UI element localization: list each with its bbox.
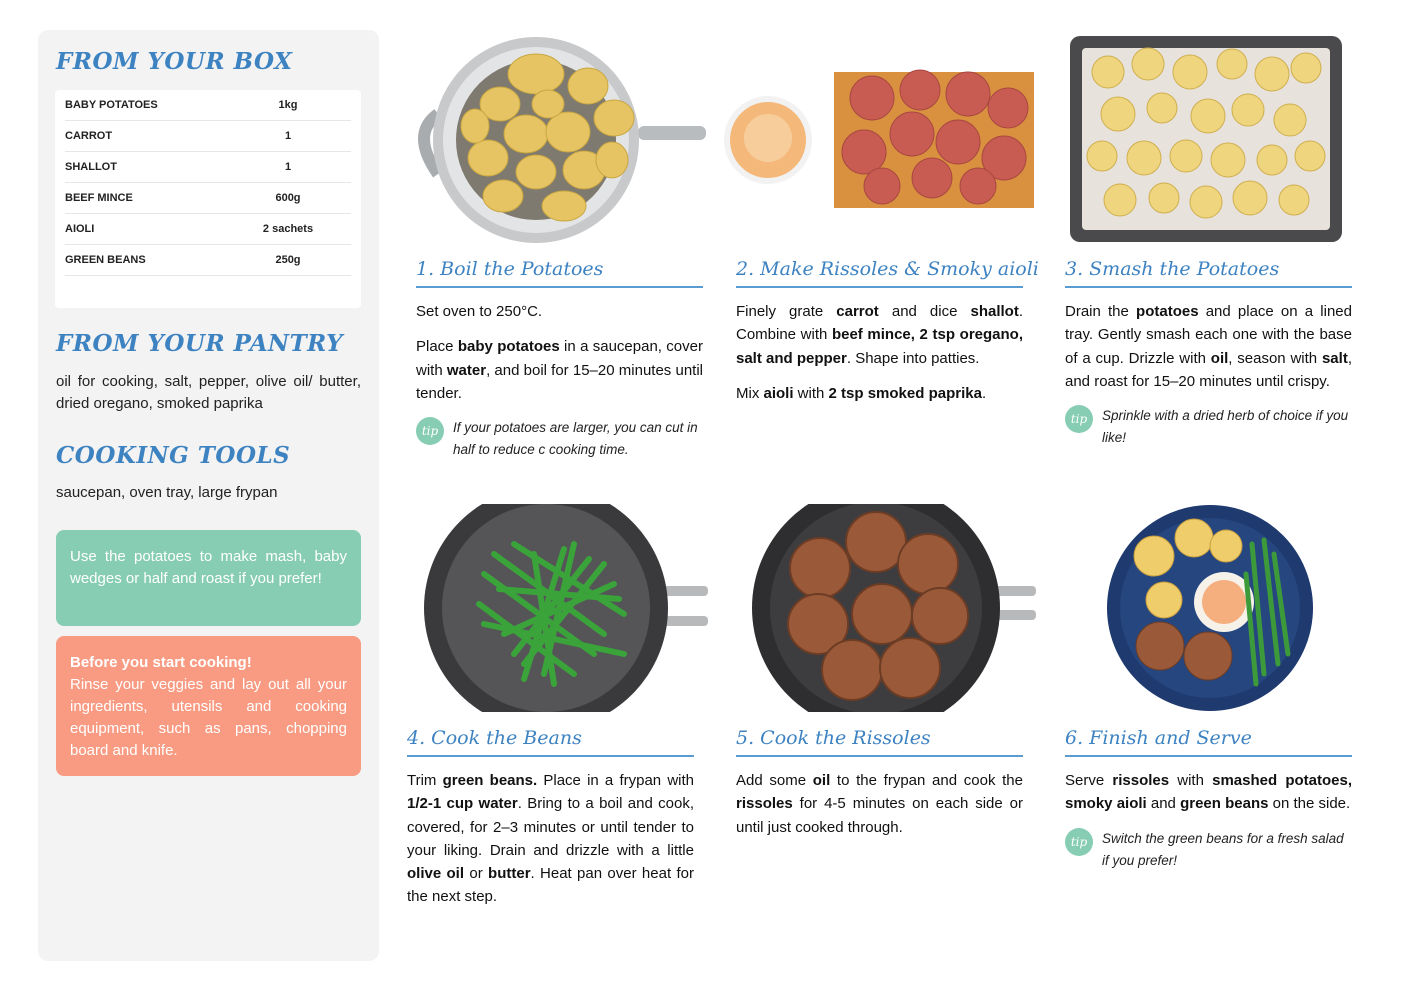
cooking-tools-text: saucepan, oven tray, large frypan [56, 484, 278, 501]
step-1-body [416, 300, 703, 405]
ingredient-name: GREEN BEANS [65, 254, 146, 266]
ingredient-name: CARROT [65, 130, 113, 142]
smashed-potatoes-tray-photo [1068, 34, 1344, 244]
before-cooking-text: Rinse your veggies and lay out all your ingredients, utensils and cooking equipment, such as pans, chopping board and knife. [70, 676, 347, 759]
table-row [65, 121, 351, 152]
tip-text: Sprinkle with a dried herb of choice if you like! [1102, 408, 1349, 446]
step-2-body [736, 300, 1023, 405]
step-3-para-1: Drain the potatoes and place on a lined tray. Gently smash each one with the base of a cup. Drizzle with oil, season with salt, and roast for 15–20 minutes until crispy. [1065, 303, 1352, 390]
ingredients-sidebar [38, 30, 379, 961]
table-row [65, 152, 351, 183]
step-2-para-2: Mix aioli with 2 tsp smoked paprika. [736, 384, 987, 402]
green-beans-frypan-photo [424, 504, 708, 712]
ingredient-name: AIOLI [65, 223, 95, 235]
ingredient-qty: 2 sachets [262, 223, 314, 235]
step-4-para-1: Trim green beans. Place in a frypan with 1/2-1 cup water. Bring to a boil and cook, covered, for 2–3 minutes or until tender to your liking. Drain and drizzle with a little olive oil or butter. Heat pan over heat for the next step. [407, 772, 694, 906]
step-6-body [1065, 769, 1352, 816]
table-row [65, 214, 351, 245]
table-row [65, 90, 351, 121]
ingredient-name: BABY POTATOES [65, 99, 158, 111]
potatoes-saucepan-photo [408, 34, 706, 244]
pantry-text: oil for cooking, salt, pepper, olive oil/ butter, dried oregano, smoked paprika [56, 373, 361, 412]
table-row [65, 245, 351, 276]
tip-text: If your potatoes are larger, you can cut in half to reduce c cooking time. [453, 420, 698, 458]
tip-text: Switch the green beans for a fresh salad if you prefer! [1102, 830, 1344, 868]
step-5-body [736, 769, 1023, 839]
step-3 [1065, 258, 1352, 449]
step-3-tip [1065, 405, 1352, 449]
step-5 [736, 727, 1023, 851]
ingredient-name: SHALLOT [65, 161, 117, 173]
step-1-title: 1. Boil the Potatoes [416, 258, 703, 288]
step-1 [416, 258, 703, 461]
step-2-title: 2. Make Rissoles & Smoky aioli [736, 258, 1023, 288]
step-5-title: 5. Cook the Rissoles [736, 727, 1023, 757]
ingredient-name: BEEF MINCE [65, 192, 133, 204]
step-4-title: 4. Cook the Beans [407, 727, 694, 757]
cooking-tools-heading: COOKING TOOLS [56, 442, 291, 469]
step-6-title: 6. Finish and Serve [1065, 727, 1352, 757]
ingredient-qty: 1 [284, 161, 292, 173]
step-6-para-1: Serve rissoles with smashed potatoes, smoky aioli and green beans on the side. [1065, 772, 1353, 813]
ingredient-qty: 1kg [278, 99, 298, 111]
step-4-body [407, 769, 694, 909]
step-6 [1065, 727, 1352, 872]
step-1-para-2: Place baby potatoes in a saucepan, cover with water, and boil for 15–20 minutes until tender. [416, 338, 704, 402]
tip-badge-icon: tip [1065, 405, 1093, 433]
rissoles-and-aioli-photo [722, 68, 1036, 210]
ingredient-qty: 600g [275, 192, 301, 204]
box-ingredients-table [55, 90, 361, 308]
step-3-body [1065, 300, 1352, 393]
step-1-tip [416, 417, 703, 461]
step-2-para-1: Finely grate carrot and dice shallot. Combine with beef mince, 2 tsp oregano, salt and pepper. Shape into patties. [736, 303, 1023, 367]
step-3-title: 3. Smash the Potatoes [1065, 258, 1352, 288]
from-your-box-heading: FROM YOUR BOX [56, 48, 293, 75]
before-cooking-note [56, 636, 361, 776]
table-row [65, 183, 351, 214]
tip-badge-icon: tip [1065, 828, 1093, 856]
step-2 [736, 258, 1039, 417]
potato-tip-note: Use the potatoes to make mash, baby wedges or half and roast if you prefer! [56, 530, 361, 626]
step-4 [407, 727, 694, 921]
before-cooking-title: Before you start cooking! [70, 654, 252, 671]
rissoles-frypan-photo [752, 504, 1036, 712]
ingredient-qty: 1 [284, 130, 292, 142]
plated-dish-photo [1104, 504, 1316, 712]
step-6-tip [1065, 828, 1352, 872]
tip-badge-icon: tip [416, 417, 444, 445]
step-5-para-1: Add some oil to the frypan and cook the rissoles for 4-5 minutes on each side or until just cooked through. [736, 772, 1023, 836]
from-your-pantry-heading: FROM YOUR PANTRY [56, 330, 344, 357]
ingredient-qty: 250g [275, 254, 301, 266]
step-1-para-1: Set oven to 250°C. [416, 303, 543, 320]
